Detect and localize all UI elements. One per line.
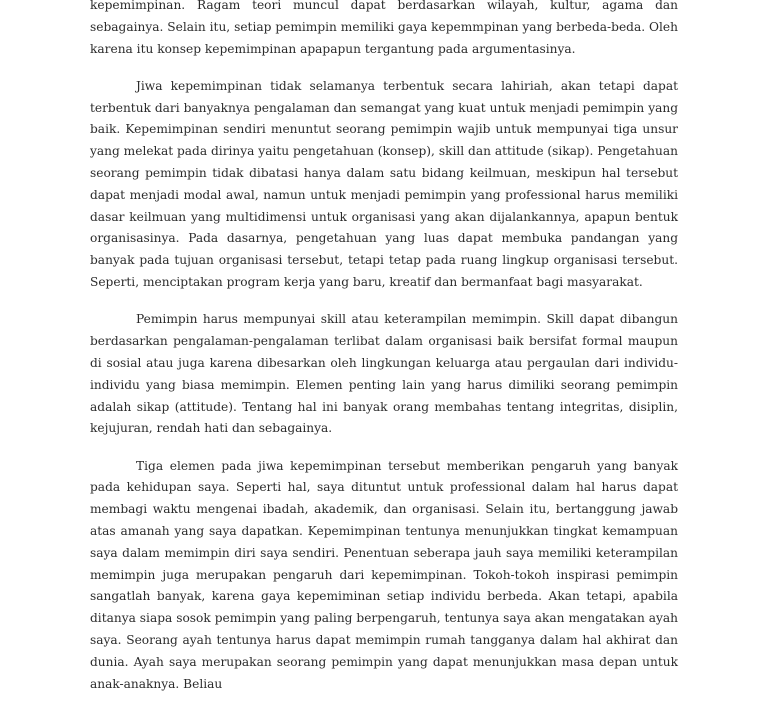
paragraph-tiga-elemen: Tiga elemen pada jiwa kepemimpinan tersebut memberikan pengaruh yang banyak pada kehidupan saya. Seperti hal, saya dituntut untuk professional dalam hal harus dapat membagi waktu mengenai ibadah, akademik, dan organisasi. Selain itu, bertanggung jawab atas amanah yang saya dapatkan. Kepemimpinan tentunya menunjukkan tingkat kemampuan saya dalam memimpin diri saya sendiri. Penentuan seberapa jauh saya memiliki keterampilan memimpin juga merupakan pengaruh dari kepemimpinan. Tokoh-tokoh inspirasi pemimpin sangatlah banyak, karena gaya kepemiminan setiap individu berbeda. Akan tetapi, apabila ditanya siapa sosok pemimpin yang paling berpengaruh, tentunya saya akan mengatakan ayah saya. Seorang ayah tentunya harus dapat memimpin rumah tangganya dalam hal akhirat dan dunia. Ayah saya merupakan seorang pemimpin yang dapat menunjukkan masa depan untuk anak-anaknya. Beliau bbox=[90, 458, 678, 691]
paragraph-skill-pemimpin: Pemimpin harus mempunyai skill atau keterampilan memimpin. Skill dapat dibangun berdasarkan pengalaman-pengalaman terlibat dalam organisasi baik bersifat formal maupun di sosial atau juga karena dibesarkan oleh lingkungan keluarga atau pergaulan dari individu-individu yang biasa memimpin. Elemen penting lain yang harus dimiliki seorang pemimpin adalah sikap (attitude). Tentang hal ini banyak orang membahas tentang integritas, disiplin, kejujuran, rendah hati dan sebagainya. bbox=[90, 312, 678, 436]
paragraph-jiwa-kepemimpinan: Jiwa kepemimpinan tidak selamanya terbentuk secara lahiriah, akan tetapi dapat terbentuk dari banyaknya pengalaman dan semangat yang kuat untuk menjadi pemimpin yang baik. Kepemimpinan sendiri menuntut seorang pemimpin wajib untuk mempunyai tiga unsur yang melekat pada dirinya yaitu pengetahuan (konsep), skill dan attitude (sikap). Pengetahuan seorang pemimpin tidak dibatasi hanya dalam satu bidang keilmuan, meskipun hal tersebut dapat menjadi modal awal, namun untuk menjadi pemimpin yang professional harus memiliki dasar keilmuan yang multidimensi untuk organisasi yang akan dijalankannya, apapun bentuk organisasinya. Pada dasarnya, pengetahuan yang luas dapat membuka pandangan yang banyak pada tujuan organisasi tersebut, tetapi tetap pada ruang lingkup organisasi tersebut. Seperti, menciptakan program kerja yang baru, kreatif dan bermanfaat bagi masyarakat. bbox=[90, 78, 678, 290]
paragraph-continuation: kepemimpinan. Ragam teori muncul dapat berdasarkan wilayah, kultur, agama dan sebagainya. Selain itu, setiap pemimpin memiliki gaya kepemmpinan yang berbeda-beda. Oleh karena itu konsep kepemimpinan apapapun tergantung pada argumentasinya. bbox=[90, 0, 678, 56]
document-body bbox=[90, 0, 678, 711]
